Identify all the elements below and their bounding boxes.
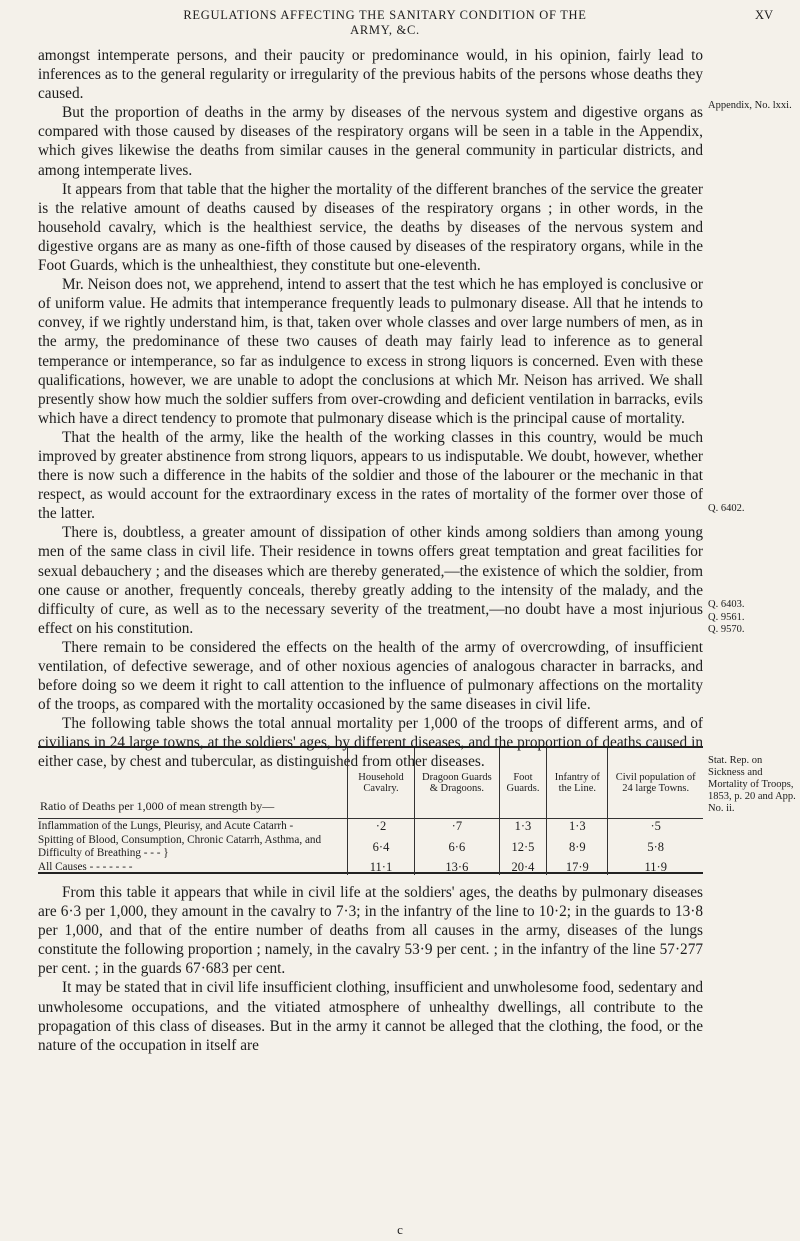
signature-mark: c: [397, 1222, 403, 1237]
body-text-bottom: [38, 883, 703, 1055]
paragraph: There is, doubtless, a greater amount of dissipation of other kinds among soldiers than among young men of the same class in civil life. Their residence in towns offers great temptation and great facilities for sexual debauchery ; and the diseases which are thereby generated,—the existence of which the soldier, from one cause or another, frequently conceals, thereby greatly adding to the intensity of the malady, and the difficulty of cure, as well as to the necessary severity of the treatment,—no doubt have a most injurious effect on his constitution.: [38, 524, 703, 637]
table-cell: 11·1: [348, 860, 415, 875]
table-row: [38, 834, 703, 860]
paragraph: From this table it appears that while in civil life at the soldiers' ages, the deaths by pulmonary diseases are 6·3 per 1,000, they amount in the cavalry to 7·3; in the infantry of the line to 10·2; in the guards to 13·8 per 1,000, and that of the entire number of deaths from all causes in the army, diseases of the lungs constitute the following proportion ; namely, in the cavalry 53·9 per cent. ; in the infantry of the line 57·277 per cent. ; in the guards 67·683 per cent.: [38, 884, 703, 978]
table-cell: 11·9: [608, 860, 703, 875]
table-row: [38, 860, 703, 875]
table-cell: ·5: [608, 819, 703, 835]
row-label: Inflammation of the Lungs, Pleurisy, and Acute Catarrh -: [38, 820, 294, 832]
table-cell: 1·3: [547, 819, 608, 835]
paragraph: It may be stated that in civil life insufficient clothing, insufficient and unwholesome food, sedentary and unwholesome occupations, and the vitiated atmosphere of unhealthy dwellings, all contribute to the propagation of this class of diseases. But in the army it cannot be alleged that the clothing, the food, or the nature of the occupation in itself are: [38, 979, 703, 1054]
table-cell: ·7: [415, 819, 500, 835]
table-cell: 1·3: [499, 819, 547, 835]
table-cell: 20·4: [499, 860, 547, 875]
mortality-table: [38, 746, 703, 874]
running-head: [0, 8, 800, 37]
table-cell: 13·6: [415, 860, 500, 875]
paragraph: There remain to be considered the effects on the health of the army of overcrowding, of insufficient ventilation, of defective sewerage, and of other noxious agencies of analogous character in barracks, and before doing so we deem it right to call attention to the influence of pulmonary affections on the mortality of the troops, as compared with the mortality occasioned by the same diseases in civil life.: [38, 638, 703, 714]
table-cell: 12·5: [499, 834, 547, 860]
margin-note-q6403: Q. 6403.: [708, 599, 745, 610]
paragraph: The following table shows the total annual mortality per 1,000 of the troops of different arms, and of civilians in 24 large towns, at the soldiers' ages, by different diseases, and the proportion of deaths caused in either case, by chest and tubercular, as distinguished from other diseases.: [38, 715, 703, 771]
margin-note-stat-rep: Stat. Rep. on Sickness and Mortality of Troops, 1853, p. 20 and App. No. ii.: [708, 755, 796, 814]
margin-note-q9561: Q. 9561.: [708, 612, 745, 623]
column-header: Civil population of 24 large Towns.: [608, 748, 703, 819]
column-header: Household Cavalry.: [348, 748, 415, 819]
row-label: All Causes - - - - - - -: [38, 861, 133, 873]
row-label: Spitting of Blood, Consumption, Chronic Catarrh, Asthma, and Difficulty of Breathing - - - }: [38, 834, 322, 859]
paragraph: It appears from that table that the higher the mortality of the different branches of the service the greater is the relative amount of deaths caused by diseases of the respiratory organs ; in other words, in the household cavalry, which is the healthiest service, the deaths by diseases of the nervous system and digestive organs are as many as one-fifth of those caused by diseases of the respiratory organs, while in the Foot Guards, which is the unhealthiest, they constitute but one-eleventh.: [38, 180, 703, 275]
table-row-header: Ratio of Deaths per 1,000 of mean strength by—: [38, 748, 348, 819]
margin-note-q9570: Q. 9570.: [708, 624, 745, 635]
table-row: [38, 819, 703, 835]
column-header: Foot Guards.: [499, 748, 547, 819]
paragraph: But the proportion of deaths in the army by diseases of the nervous system and digestive organs as compared with those caused by diseases of the respiratory organs will be seen in a table in the Appendix, which gives likewise the deaths from similar causes in the general community in particular districts, and among intemperate lives.: [38, 104, 703, 179]
page-number: XV: [755, 8, 774, 22]
paragraph: amongst intemperate persons, and their paucity or predominance would, in his opinion, fairly lead to inferences as to the general regularity or irregularity of the previous habits of the persons whose deaths they caused.: [38, 47, 703, 103]
table-cell: 6·4: [348, 834, 415, 860]
margin-note-q6402: Q. 6402.: [708, 503, 745, 514]
paragraph: That the health of the army, like the health of the working classes in this country, would be much improved by greater abstinence from strong liquors, appears to us indisputable. We doubt, however, whether there is now such a difference in the habits of the soldier and those of the labourer or the mechanic in that respect, as would account for the extraordinary excess in the rates of mortality of the former over those of the latter.: [38, 428, 703, 523]
table-cell: 6·6: [415, 834, 500, 860]
column-header: Dragoon Guards & Dragoons.: [415, 748, 500, 819]
paragraph: Mr. Neison does not, we apprehend, intend to assert that the test which he has employed is conclusive or of uniform value. He admits that intemperance frequently leads to pulmonary disease. All that he intends to convey, if we rightly understand him, is that, taken over whole classes and over large numbers of men, as in the army, the predominance of these two causes of death may fairly lead to inference as to general temperance or intemperance, so far as indulgence to excess in strong liquors is concerned. Even with these qualifications, however, we are unable to adopt the conclusions at which Mr. Neison has arrived. We shall presently show how much the soldier suffers from over-crowding and deficient ventilation in barracks, evils which have a direct tendency to promote that pulmonary disease which is the principal cause of mortality.: [38, 276, 703, 427]
margin-note-appendix: Appendix, No. lxxi.: [708, 100, 792, 111]
table-cell: ·2: [348, 819, 415, 835]
table-cell: 5·8: [608, 834, 703, 860]
running-title: REGULATIONS AFFECTING THE SANITARY CONDITION OF THE ARMY, &C.: [183, 8, 587, 37]
table-cell: 17·9: [547, 860, 608, 875]
table-cell: 8·9: [547, 834, 608, 860]
column-header: Infantry of the Line.: [547, 748, 608, 819]
body-text-top: [38, 46, 703, 772]
